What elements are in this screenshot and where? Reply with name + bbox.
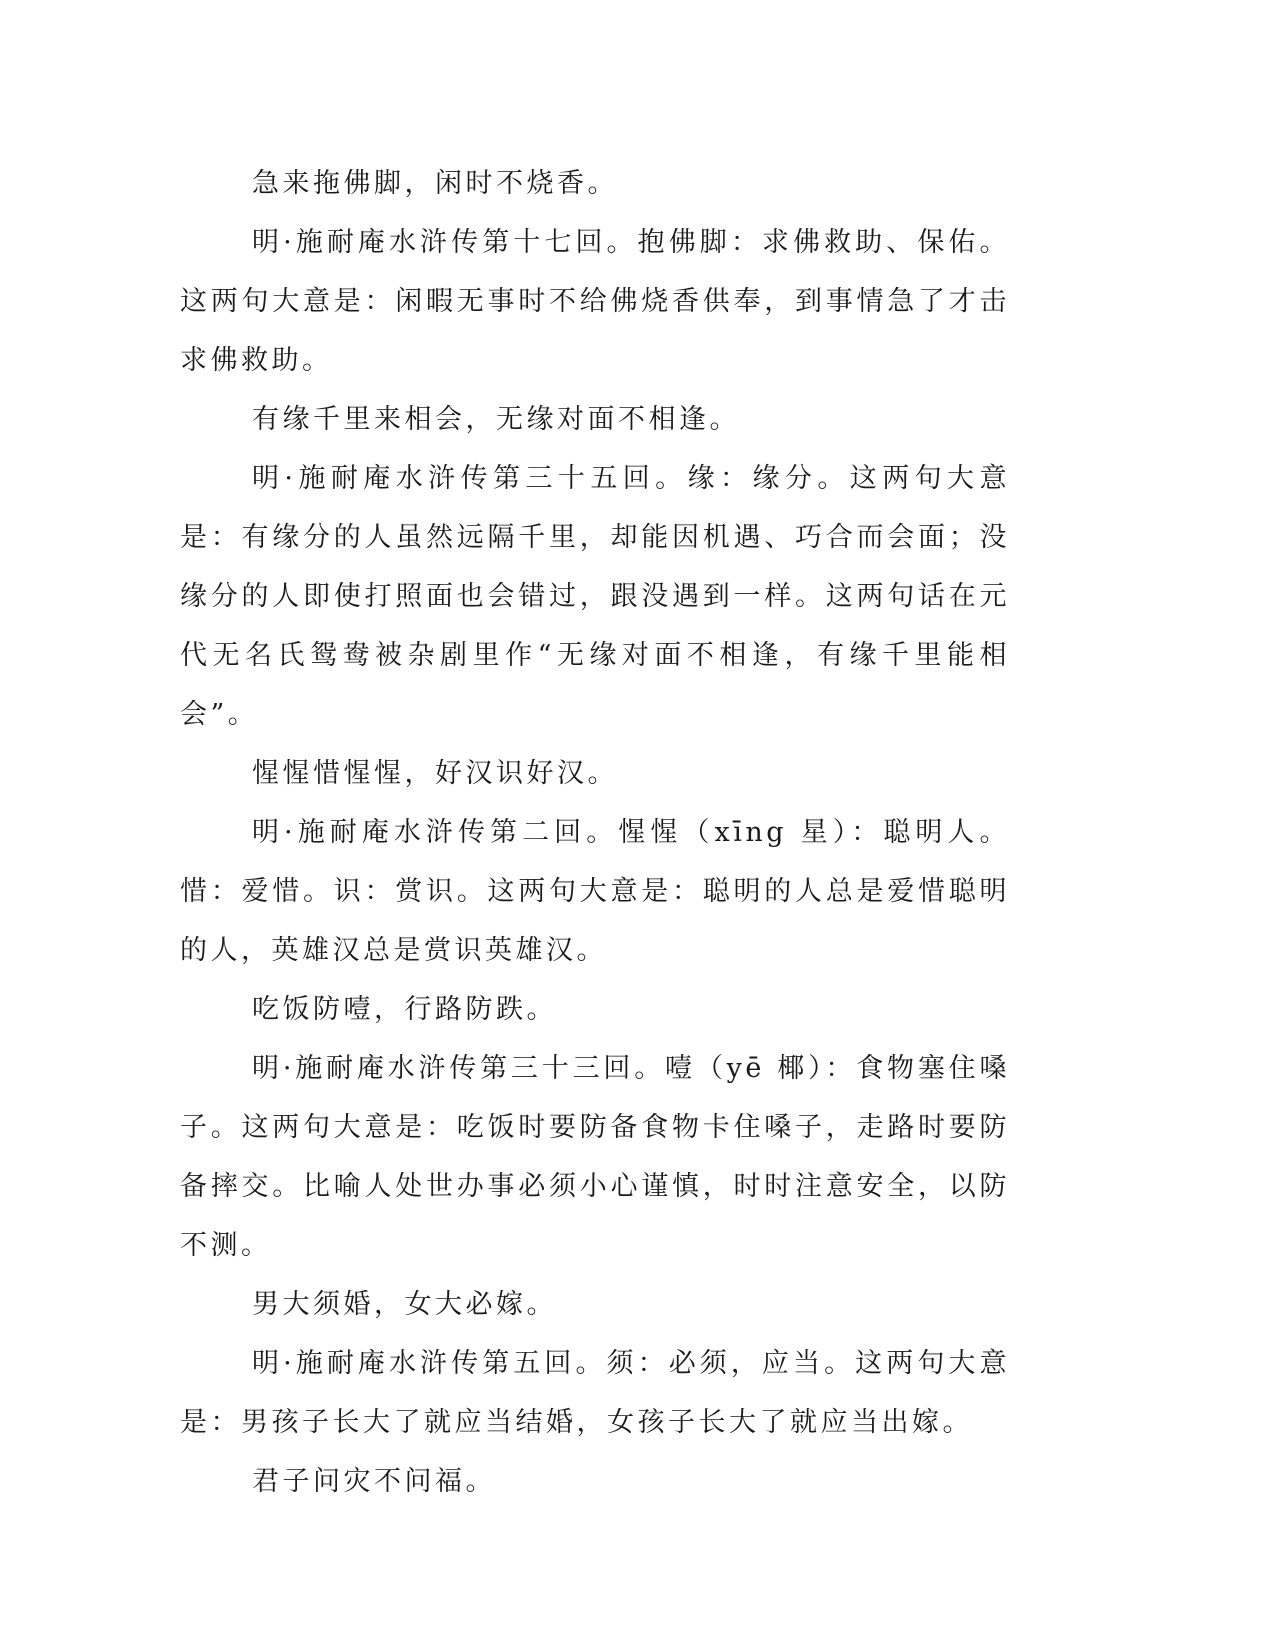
proverb-line: 惺惺惜惺惺，好汉识好汉。	[252, 758, 618, 789]
explanation-paragraph: 明·施耐庵水浒传第三十五回。缘：缘分。这两句大意是：有缘分的人虽然远隔千里，却能因机遇、巧合而会面；没缘分的人即使打照面也会错过，跟没遇到一样。这两句话在元代无名氏鸳鸯被杂剧里作“无缘对面不相逢，有缘千里能相会”。	[180, 463, 1010, 730]
document-page	[180, 154, 1010, 1511]
proverb-line: 君子问灾不问福。	[252, 1466, 496, 1497]
proverb-line: 男大须婚，女大必嫁。	[252, 1289, 557, 1320]
explanation-paragraph: 明·施耐庵水浒传第五回。须：必须，应当。这两句大意是：男孩子长大了就应当结婚，女孩子长大了就应当出嫁。	[180, 1348, 1010, 1438]
explanation-paragraph: 明·施耐庵水浒传第十七回。抱佛脚：求佛救助、保佑。这两句大意是：闲暇无事时不给佛烧香供奉，到事情急了才击求佛救助。	[180, 227, 1010, 376]
proverb-line: 吃饭防噎，行路防跌。	[252, 994, 557, 1025]
explanation-paragraph: 明·施耐庵水浒传第三十三回。噎（yē 椰）：食物塞住嗓子。这两句大意是：吃饭时要防备食物卡住嗓子，走路时要防备摔交。比喻人处世办事必须小心谨慎，时时注意安全，以防不测。	[180, 1053, 1010, 1261]
proverb-line: 有缘千里来相会，无缘对面不相逢。	[252, 404, 740, 435]
explanation-paragraph: 明·施耐庵水浒传第二回。惺惺（xīng 星）：聪明人。惜：爱惜。识：赏识。这两句大意是：聪明的人总是爱惜聪明的人，英雄汉总是赏识英雄汉。	[180, 817, 1010, 966]
proverb-line: 急来拖佛脚，闲时不烧香。	[252, 168, 618, 199]
